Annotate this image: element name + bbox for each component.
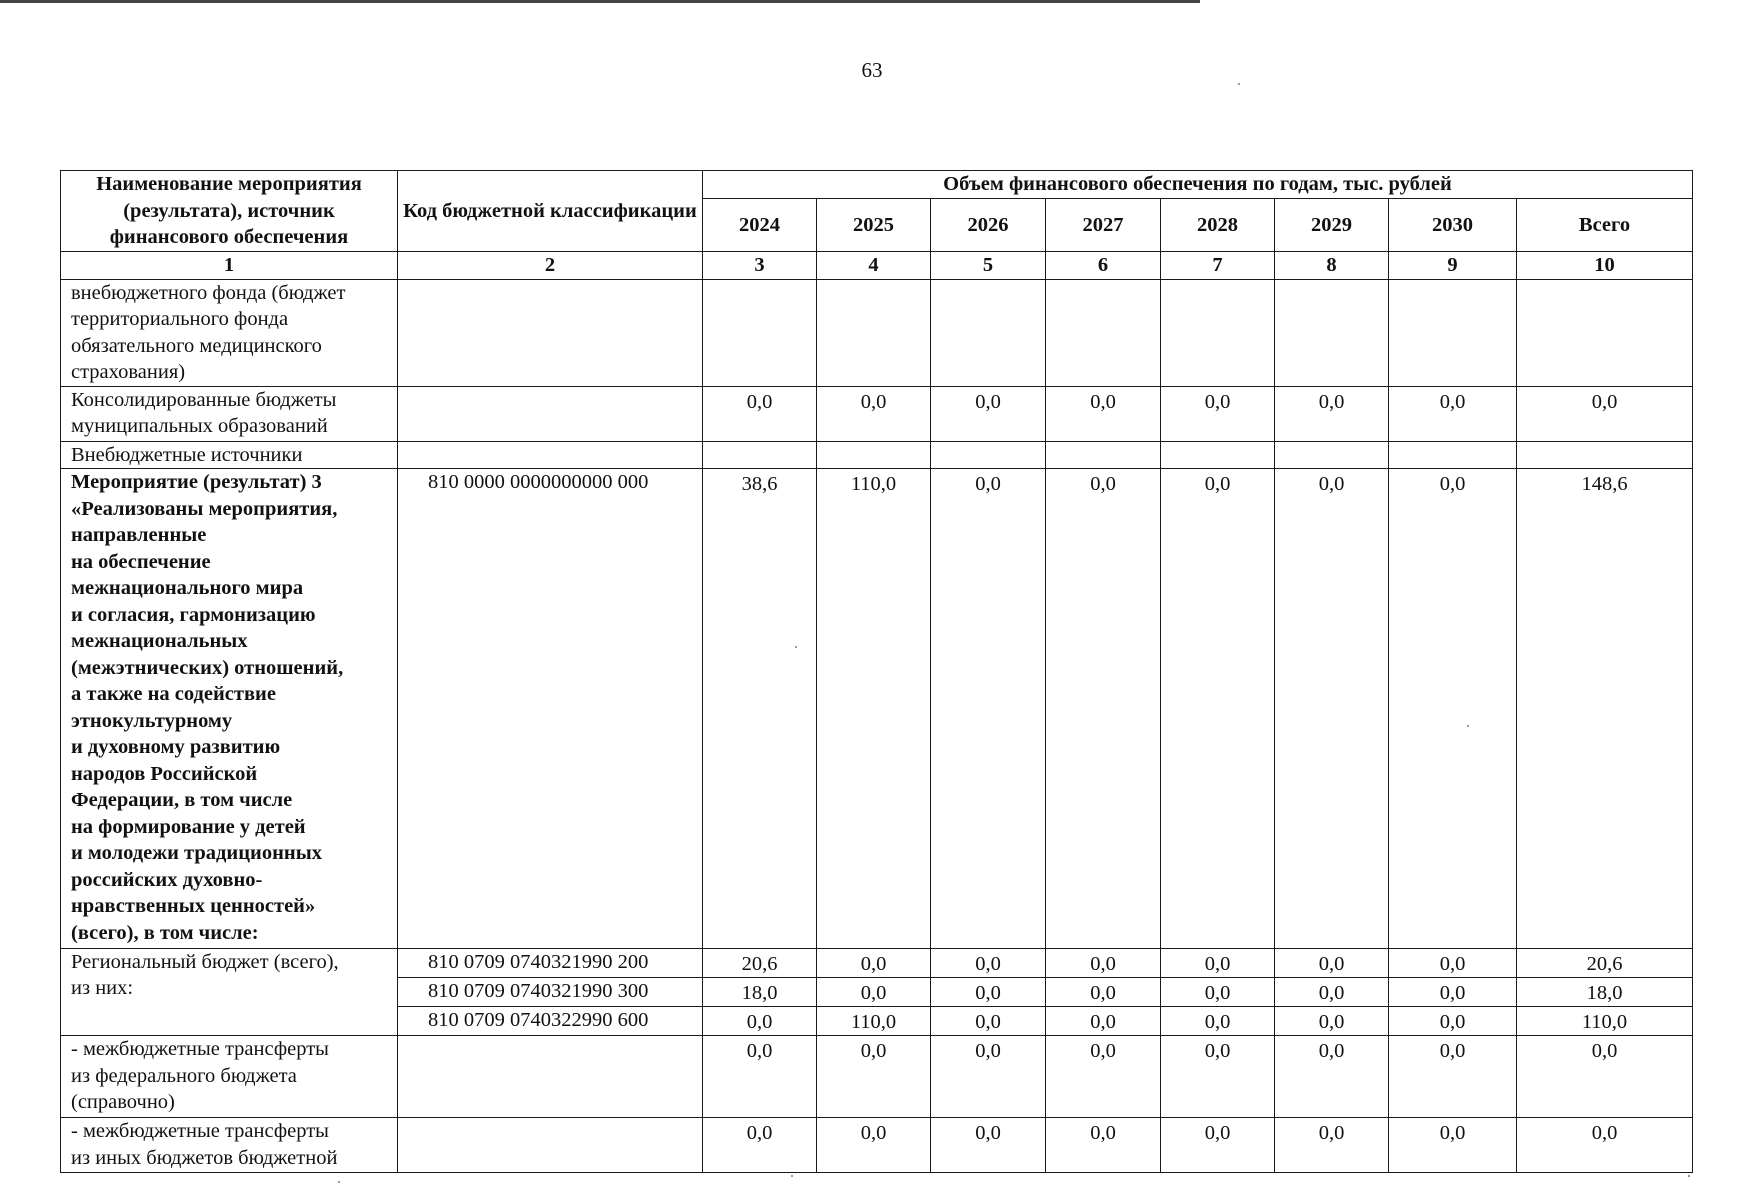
col-number: 1 [61,252,398,280]
code-cell [398,441,703,469]
value-cell: 0,0 [1275,1118,1389,1173]
value-cell: 0,0 [1161,386,1275,441]
row-name-line: из них: [71,977,134,999]
value-cell [1046,279,1161,386]
value-cell: 20,6 [703,949,817,978]
value-cell: 0,0 [931,1007,1046,1036]
value-cell [1161,279,1275,386]
value-cell [1046,441,1161,469]
row-name-line: муниципальных образований [71,415,328,437]
value-cell: 0,0 [931,1036,1046,1118]
scan-speck [1467,725,1469,727]
row-name-line: межнациональных [71,630,248,652]
row-name-line: и согласия, гармонизацию [71,603,316,626]
header-year: 2029 [1275,199,1389,252]
value-cell: 0,0 [703,1007,817,1036]
financing-table [60,170,1693,1173]
header-year: 2027 [1046,199,1161,252]
code-cell: 810 0709 0740321990 300 [398,978,703,1007]
code-cell: 810 0709 0740321990 200 [398,949,703,978]
row-name-cell [61,949,398,1036]
table-row [61,949,1693,978]
value-cell [1275,441,1389,469]
value-cell: 0,0 [1275,1036,1389,1118]
header-year: 2030 [1389,199,1517,252]
value-cell: 0,0 [1275,386,1389,441]
value-cell: 0,0 [1046,949,1161,978]
col-number: 3 [703,252,817,280]
row-name-line: Региональный бюджет (всего), [71,951,339,973]
value-cell: 0,0 [1275,1007,1389,1036]
col-number: 8 [1275,252,1389,280]
scan-speck [1238,83,1240,85]
value-cell: 0,0 [1161,949,1275,978]
value-cell: 0,0 [817,1036,931,1118]
row-name-line: «Реализованы мероприятия, [71,497,338,520]
row-name-line: и духовному развитию [71,736,281,758]
code-cell: 810 0000 0000000000 000 [398,469,703,949]
value-cell: 0,0 [1161,1007,1275,1036]
row-name-line: этнокультурному [71,709,233,732]
header-year: 2028 [1161,199,1275,252]
row-name-line: из иных бюджетов бюджетной [71,1146,338,1169]
row-name-line: Федерации, в том числе [71,789,293,811]
value-cell: 0,0 [817,386,931,441]
value-cell: 0,0 [1389,978,1517,1007]
row-name-cell [61,386,398,441]
value-cell [1517,441,1693,469]
scan-speck [1688,1175,1690,1177]
value-cell: 0,0 [1046,1036,1161,1118]
row-name-line: внебюджетного фонда (бюджет [71,281,346,304]
table-row [61,279,1693,386]
row-name-line: страхования) [71,361,186,383]
value-cell: 0,0 [931,978,1046,1007]
value-cell: 0,0 [1517,1036,1693,1118]
value-cell [1161,441,1275,469]
col-number: 7 [1161,252,1275,280]
row-name-cell [61,1118,398,1173]
col-number: 2 [398,252,703,280]
value-cell: 110,0 [1517,1007,1693,1036]
value-cell [1275,279,1389,386]
value-cell: 0,0 [817,1118,931,1173]
row-name-line: (всего), в том числе: [71,921,259,944]
value-cell [1389,441,1517,469]
table-row [61,441,1693,469]
row-name-cell [61,1036,398,1118]
row-name-line: (межэтнических) отношений, [71,656,344,679]
col-number: 9 [1389,252,1517,280]
value-cell: 0,0 [703,386,817,441]
value-cell: 0,0 [1389,1036,1517,1118]
value-cell: 0,0 [931,1118,1046,1173]
value-cell: 0,0 [1275,469,1389,949]
row-name-line: а также на содействие [71,683,276,705]
value-cell: 18,0 [703,978,817,1007]
value-cell: 0,0 [1046,1118,1161,1173]
value-cell: 0,0 [1389,386,1517,441]
value-cell [1389,279,1517,386]
value-cell: 148,6 [1517,469,1693,949]
code-cell [398,279,703,386]
value-cell [1517,279,1693,386]
value-cell: 38,6 [703,469,817,949]
col-number: 6 [1046,252,1161,280]
value-cell: 0,0 [703,1036,817,1118]
header-code: Код бюджетной классификации [398,171,703,252]
header-row-numbers [61,252,1693,280]
row-name-line: на формирование у детей [71,815,306,838]
scan-speck [795,646,797,648]
value-cell: 0,0 [1517,1118,1693,1173]
value-cell: 0,0 [817,978,931,1007]
value-cell [817,441,931,469]
header-year: 2024 [703,199,817,252]
row-name-line: направленные [71,524,207,546]
value-cell [817,279,931,386]
table-row [61,386,1693,441]
value-cell [703,441,817,469]
header-year: 2025 [817,199,931,252]
row-name-line: народов Российской [71,762,258,785]
value-cell: 0,0 [931,386,1046,441]
row-name-line: и молодежи традиционных [71,842,322,864]
value-cell: 0,0 [1046,978,1161,1007]
value-cell: 0,0 [931,949,1046,978]
value-cell: 0,0 [1275,949,1389,978]
header-row-group [61,171,1693,199]
row-name-line: Консолидированные бюджеты [71,388,337,411]
value-cell: 0,0 [1046,469,1161,949]
value-cell: 18,0 [1517,978,1693,1007]
value-cell: 20,6 [1517,949,1693,978]
row-name-cell [61,469,398,949]
value-cell: 0,0 [1161,1118,1275,1173]
row-name-line: нравственных ценностей» [71,895,316,917]
code-cell [398,386,703,441]
col-number: 5 [931,252,1046,280]
scan-speck [338,1181,340,1183]
row-name-line: на обеспечение [71,550,211,573]
value-cell: 0,0 [931,469,1046,949]
code-cell: 810 0709 0740322990 600 [398,1007,703,1036]
scan-edge [0,0,1200,3]
table-row [61,1036,1693,1118]
row-name-cell [61,279,398,386]
row-name-cell: Внебюджетные источники [61,441,398,469]
row-name-line: обязательного медицинского [71,334,322,357]
table-row [61,469,1693,949]
value-cell: 110,0 [817,469,931,949]
col-number: 4 [817,252,931,280]
value-cell: 0,0 [1161,978,1275,1007]
row-name-line: из федерального бюджета [71,1064,297,1087]
code-cell [398,1036,703,1118]
page-number: 63 [861,58,883,82]
row-name-line: - межбюджетные трансферты [71,1120,329,1142]
scan-speck [791,1175,793,1177]
value-cell: 0,0 [1046,386,1161,441]
value-cell: 0,0 [703,1118,817,1173]
value-cell: 0,0 [1389,469,1517,949]
row-name-line: (справочно) [71,1091,175,1113]
header-year: 2026 [931,199,1046,252]
value-cell [931,279,1046,386]
col-number: 10 [1517,252,1693,280]
value-cell: 0,0 [1161,1036,1275,1118]
table-row [61,1118,1693,1173]
value-cell: 0,0 [1389,1118,1517,1173]
row-name-line: российских духовно- [71,868,263,891]
value-cell: 0,0 [1161,469,1275,949]
code-cell [398,1118,703,1173]
value-cell: 0,0 [1517,386,1693,441]
header-total: Всего [1517,199,1693,252]
value-cell [931,441,1046,469]
row-name-line: - межбюджетные трансферты [71,1038,329,1060]
row-name-line: межнационального мира [71,577,304,599]
value-cell: 110,0 [817,1007,931,1036]
row-name-line: Мероприятие (результат) 3 [71,471,322,493]
header-financing-group: Объем финансового обеспечения по годам, тыс. рублей [703,171,1693,199]
value-cell: 0,0 [1275,978,1389,1007]
value-cell: 0,0 [1046,1007,1161,1036]
value-cell: 0,0 [817,949,931,978]
value-cell: 0,0 [1389,949,1517,978]
value-cell: 0,0 [1389,1007,1517,1036]
header-name: Наименование мероприятия (результата), источник финансового обеспечения [61,171,398,252]
value-cell [703,279,817,386]
row-name-line: территориального фонда [71,308,289,330]
